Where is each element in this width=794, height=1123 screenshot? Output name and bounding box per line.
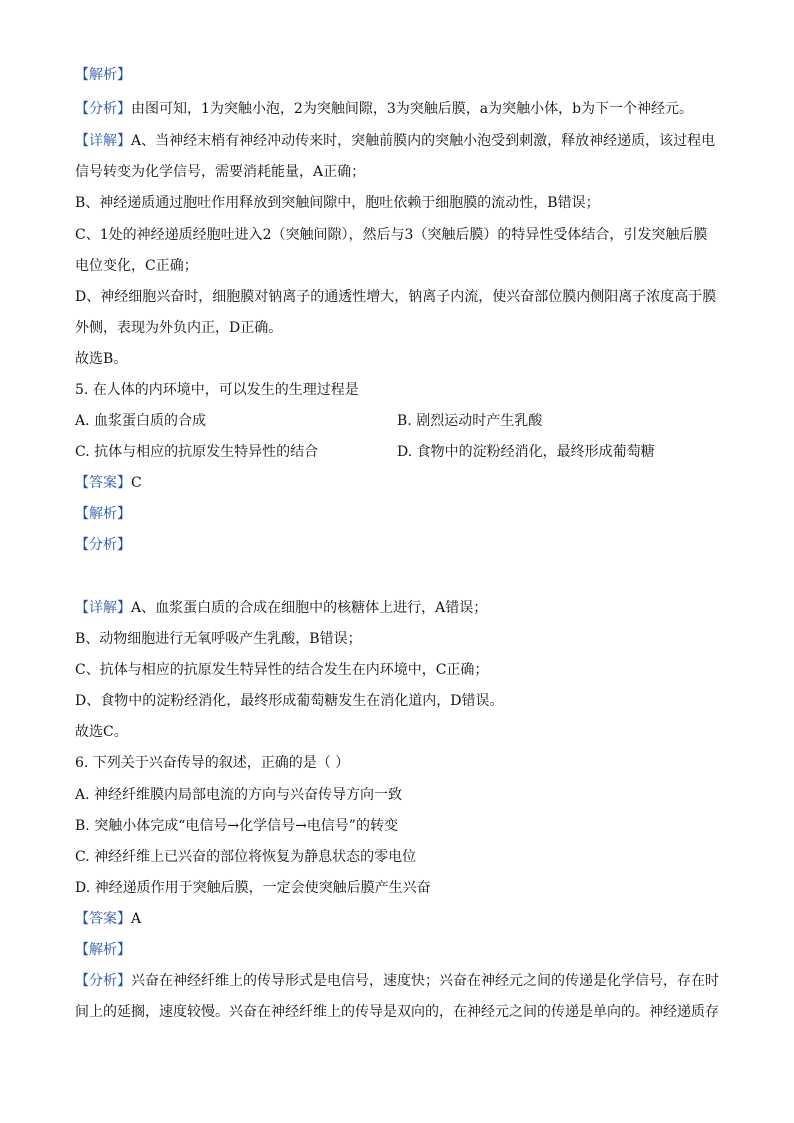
q4-option-c-explanation-2: 电位变化，C正确； [75,258,198,274]
q5-options-row-2 [75,443,725,461]
q5-options-row-1 [75,412,725,430]
q4-conclusion: 故选B。 [75,351,128,367]
q4-option-b-explanation: B、神经递质通过胞吐作用释放到突触间隙中，胞吐依赖于细胞膜的流动性，B错误； [75,195,600,211]
q5-option-a: A. 血浆蛋白质的合成 [75,413,207,429]
q4-option-d-explanation-1: D、神经细胞兴奋时，细胞膜对钠离子的通透性增大，钠离子内流，使兴奋部位膜内侧阳离子浓度高于膜 [75,289,717,305]
q6-option-b: B. 突触小体完成“电信号→化学信号→电信号”的转变 [75,818,398,834]
q4-option-c-explanation-1: C、1处的神经递质经胞吐进入2（突触间隙），然后与3（突触后膜）的特异性受体结合，引发突触后膜 [75,227,708,243]
q5-analysis-heading: 【解析】 [75,506,131,522]
q4-xiangjie-line-1: 【详解】A、当神经末梢有神经冲动传来时，突触前膜内的突触小泡受到刺激，释放神经递质，该过程电 [75,133,716,149]
q4-option-d-explanation-2: 外侧，表现为外负内正，D正确。 [75,320,283,336]
q6-fenxi-line-2: 间上的延搁，速度较慢。兴奋在神经纤维上的传导是双向的，在神经元之间的传递是单向的。神经递质存 [75,1004,719,1020]
q6-option-a: A. 神经纤维膜内局部电流的方向与兴奋传导方向一致 [75,787,403,803]
q4-fenxi-line: 【分析】由图可知，1为突触小泡，2为突触间隙，3为突触后膜，a为突触小体，b为下一个神经元。 [75,101,694,117]
q5-option-d: D. 食物中的淀粉经消化，最终形成葡萄糖 [397,444,655,460]
q5-option-b: B. 剧烈运动时产生乳酸 [397,413,543,429]
q6-question: 6. 下列关于兴奋传导的叙述，正确的是（ ） [75,755,350,771]
q5-conclusion: 故选C。 [75,724,128,740]
q6-fenxi-line-1: 【分析】兴奋在神经纤维上的传导形式是电信号，速度快；兴奋在神经元之间的传递是化学信号，存在时 [75,973,719,989]
q6-answer-line: 【答案】A [75,911,142,927]
q5-xiangjie-a: 【详解】A、血浆蛋白质的合成在细胞中的核糖体上进行，A错误； [75,600,488,616]
q5-answer-line: 【答案】C [75,475,142,491]
q5-xiangjie-c: C、抗体与相应的抗原发生特异性的结合发生在内环境中，C正确； [75,662,489,678]
q5-xiangjie-b: B、动物细胞进行无氧呼吸产生乳酸，B错误； [75,631,362,647]
q5-fenxi-heading: 【分析】 [75,537,131,553]
q4-analysis-heading: 【解析】 [75,67,131,83]
q4-xiangjie-line-2: 信号转变为化学信号，需要消耗能量，A正确； [75,164,366,180]
q6-option-c: C. 神经纤维上已兴奋的部位将恢复为静息状态的零电位 [75,849,417,865]
q6-analysis-heading: 【解析】 [75,942,131,958]
q5-xiangjie-d: D、食物中的淀粉经消化，最终形成葡萄糖发生在消化道内，D错误。 [75,693,504,709]
q5-option-c: C. 抗体与相应的抗原发生特异性的结合 [75,444,319,460]
q6-option-d: D. 神经递质作用于突触后膜，一定会使突触后膜产生兴奋 [75,880,431,896]
q5-question: 5. 在人体的内环境中，可以发生的生理过程是 [75,382,359,398]
